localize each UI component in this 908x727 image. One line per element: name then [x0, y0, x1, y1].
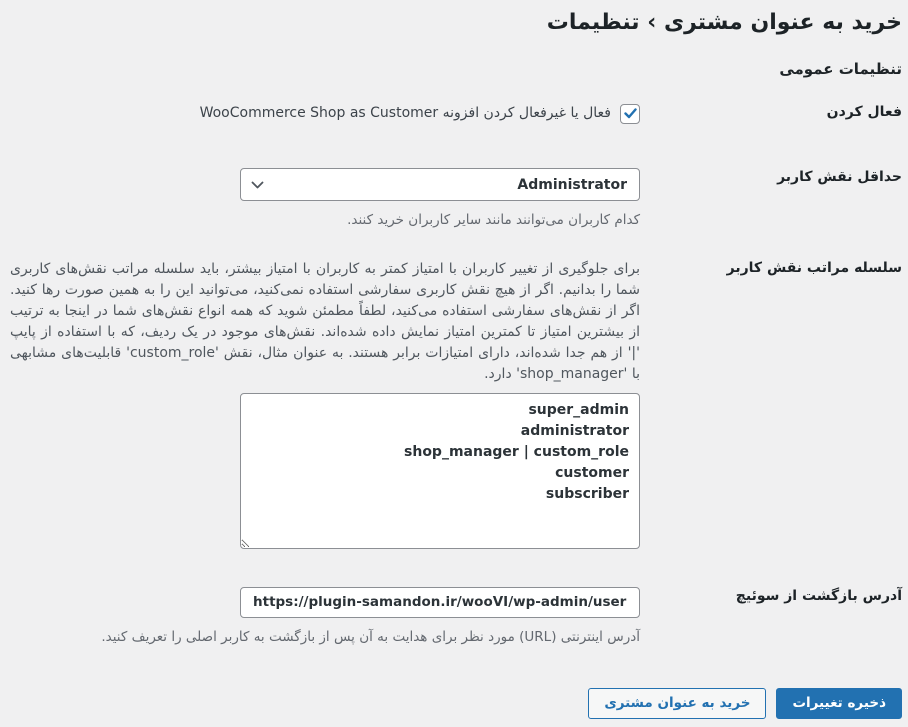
check-icon	[624, 108, 637, 119]
save-changes-button[interactable]: ذخیره تغییرات	[776, 688, 902, 719]
enable-label: فعال کردن	[826, 104, 902, 121]
min-role-select-wrap	[240, 168, 640, 201]
min-role-row	[10, 142, 902, 244]
settings-form-table	[10, 79, 902, 647]
enable-checkbox-row	[10, 103, 640, 124]
return-url-input[interactable]	[240, 587, 640, 618]
page-title: خرید به عنوان مشتری › تنظیمات	[546, 10, 902, 35]
section-title: تنظیمات عمومی	[779, 59, 902, 78]
min-role-description: کدام کاربران می‌توانند مانند سایر کاربران خرید کنند.	[347, 212, 640, 229]
submit-row	[10, 688, 902, 719]
hierarchy-label: سلسله مراتب نقش کاربر	[726, 259, 902, 276]
enable-row	[10, 79, 902, 142]
hierarchy-description: برای جلوگیری از تغییر کاربران با امتیاز کمتر به کاربران با امتیاز بیشتر، باید سلسله مراتب نقش‌های کاربری شما را بدانیم. اگر از هیچ نقش کاربری سفارشی استفاده نمی‌کنید، می‌توانید این را به همین صورت رها کنید. اگر از نقش‌های سفارشی استفاده می‌کنید، لطفاً مطمئن شوید که همه انواع نقش‌های شما در اینجا به ترتیب از بیشترین امتیاز تا کمترین امتیاز نمایش داده شده‌اند. نقش‌های موجود در یک ردیف، که با استفاده از پایپ '|' از هم جدا شده‌اند، دارای امتیازات برابر هستند. به عنوان مثال، نقش 'custom_role' قابلیت‌های مشابهی با 'shop_manager' دارد.	[10, 260, 640, 382]
min-role-label: حداقل نقش کاربر	[777, 169, 902, 186]
return-url-row	[10, 563, 902, 647]
hierarchy-textarea[interactable]	[240, 393, 640, 549]
enable-checkbox[interactable]	[620, 104, 640, 124]
return-url-label: آدرس بازگشت از سوئیچ	[735, 587, 902, 604]
min-role-select[interactable]	[240, 168, 640, 201]
enable-checkbox-label: فعال یا غیرفعال کردن افزونه WooCommerce Shop as Customer	[199, 105, 611, 122]
hierarchy-row	[10, 245, 902, 563]
shop-as-customer-button[interactable]: خرید به عنوان مشتری	[588, 688, 766, 719]
return-url-description: آدرس اینترنتی (URL) مورد نظر برای هدایت به آن پس از بازگشت به کاربر اصلی را تعریف کنید.	[101, 628, 640, 645]
